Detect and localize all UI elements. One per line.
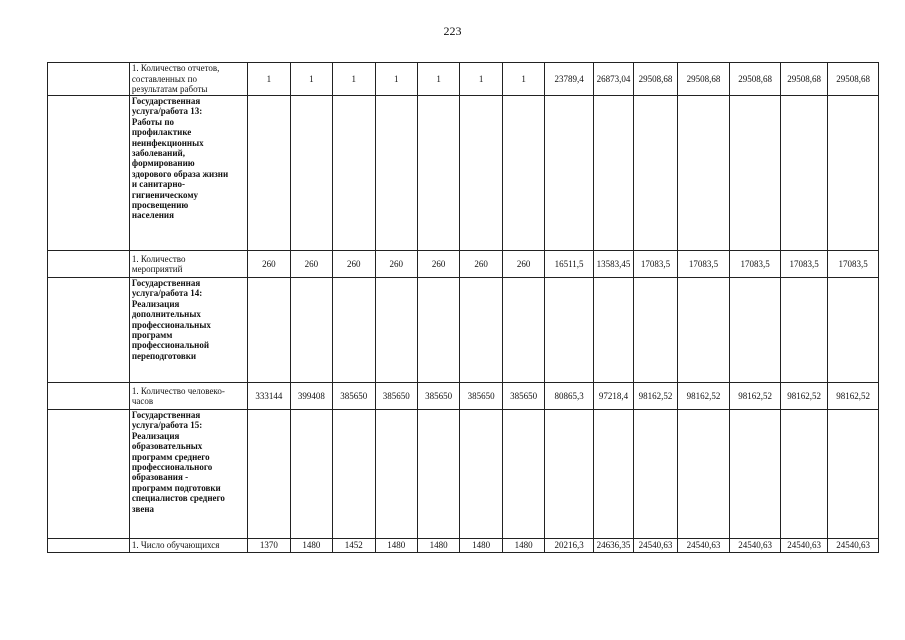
value-cell [375,96,417,251]
value-cell [677,96,730,251]
value-cell [290,410,332,539]
value-cell [460,278,502,383]
value-cell: 260 [502,251,544,278]
blank-cell [48,410,130,539]
value-cell [460,410,502,539]
value-cell [828,278,879,383]
value-cell: 260 [417,251,459,278]
value-cell: 1480 [375,539,417,553]
value-cell [730,96,781,251]
value-cell: 1 [375,63,417,96]
value-cell [634,96,677,251]
budget-table [47,62,879,553]
value-cell: 1480 [502,539,544,553]
value-cell: 260 [248,251,290,278]
value-cell: 24636,35 [593,539,633,553]
service-heading-row [48,96,879,251]
indicator-row [48,539,879,553]
value-cell [545,410,594,539]
value-cell: 98162,52 [634,383,677,410]
value-cell [545,96,594,251]
value-cell [290,96,332,251]
blank-cell [48,278,130,383]
value-cell: 29508,68 [780,63,828,96]
page-number: 223 [443,24,462,38]
indicator-name: 1. Число обучающихся [129,539,247,553]
value-cell [545,278,594,383]
value-cell [677,410,730,539]
table-body [48,63,879,553]
value-cell [248,410,290,539]
value-cell: 24540,63 [828,539,879,553]
value-cell [417,278,459,383]
value-cell: 1 [502,63,544,96]
value-cell: 97218,4 [593,383,633,410]
value-cell [502,410,544,539]
value-cell [593,96,633,251]
value-cell: 98162,52 [828,383,879,410]
indicator-name: 1. Количество человеко- часов [129,383,247,410]
value-cell: 385650 [417,383,459,410]
value-cell: 399408 [290,383,332,410]
value-cell [828,96,879,251]
value-cell: 98162,52 [677,383,730,410]
value-cell [780,96,828,251]
value-cell: 1480 [417,539,459,553]
value-cell: 333144 [248,383,290,410]
value-cell [780,410,828,539]
service-title: Государственная услуга/работа 14: Реализация дополнительных профессиональных программ профессиональной переподготовки [129,278,247,383]
value-cell: 29508,68 [677,63,730,96]
indicator-row [48,251,879,278]
value-cell: 98162,52 [780,383,828,410]
indicator-row [48,383,879,410]
value-cell: 1370 [248,539,290,553]
value-cell: 385650 [460,383,502,410]
value-cell: 1 [460,63,502,96]
value-cell: 17083,5 [730,251,781,278]
value-cell [634,278,677,383]
value-cell [502,278,544,383]
service-heading-row [48,278,879,383]
value-cell: 29508,68 [828,63,879,96]
value-cell [634,410,677,539]
value-cell: 24540,63 [730,539,781,553]
value-cell [502,96,544,251]
value-cell [290,278,332,383]
value-cell: 1 [417,63,459,96]
value-cell [677,278,730,383]
value-cell [828,410,879,539]
blank-cell [48,251,130,278]
service-heading-row [48,410,879,539]
value-cell [333,278,375,383]
value-cell: 20216,3 [545,539,594,553]
value-cell: 29508,68 [634,63,677,96]
indicator-name: 1. Количество мероприятий [129,251,247,278]
blank-cell [48,63,130,96]
value-cell [417,96,459,251]
value-cell [593,410,633,539]
value-cell: 24540,63 [677,539,730,553]
value-cell: 17083,5 [677,251,730,278]
value-cell: 24540,63 [634,539,677,553]
value-cell: 26873,04 [593,63,633,96]
value-cell: 17083,5 [828,251,879,278]
value-cell: 24540,63 [780,539,828,553]
blank-cell [48,96,130,251]
blank-cell [48,539,130,553]
value-cell [375,278,417,383]
value-cell: 29508,68 [730,63,781,96]
indicator-row [48,63,879,96]
value-cell: 1 [248,63,290,96]
value-cell: 17083,5 [634,251,677,278]
value-cell [375,410,417,539]
value-cell [417,410,459,539]
value-cell [333,410,375,539]
value-cell [333,96,375,251]
value-cell [780,278,828,383]
value-cell: 260 [290,251,332,278]
value-cell: 1480 [460,539,502,553]
value-cell: 385650 [333,383,375,410]
value-cell [730,278,781,383]
value-cell: 1 [290,63,332,96]
value-cell [593,278,633,383]
indicator-name: 1. Количество отчетов, составленных по результатам работы [129,63,247,96]
value-cell [730,410,781,539]
value-cell [460,96,502,251]
value-cell: 260 [460,251,502,278]
value-cell: 260 [375,251,417,278]
value-cell: 98162,52 [730,383,781,410]
value-cell: 385650 [375,383,417,410]
service-title: Государственная услуга/работа 13: Работы по профилактике неинфекционных заболеваний, формированию здорового образа жизни и санитарно- гигиеническому просвещению населения [129,96,247,251]
value-cell: 385650 [502,383,544,410]
value-cell: 260 [333,251,375,278]
value-cell: 16511,5 [545,251,594,278]
value-cell: 1 [333,63,375,96]
value-cell [248,96,290,251]
service-title: Государственная услуга/работа 15: Реализация образовательных программ среднего профессионального образования - программ подготовки специалистов среднего звена [129,410,247,539]
value-cell: 13583,45 [593,251,633,278]
value-cell: 1452 [333,539,375,553]
value-cell [248,278,290,383]
value-cell: 80865,3 [545,383,594,410]
value-cell: 1480 [290,539,332,553]
blank-cell [48,383,130,410]
value-cell: 17083,5 [780,251,828,278]
value-cell: 23789,4 [545,63,594,96]
